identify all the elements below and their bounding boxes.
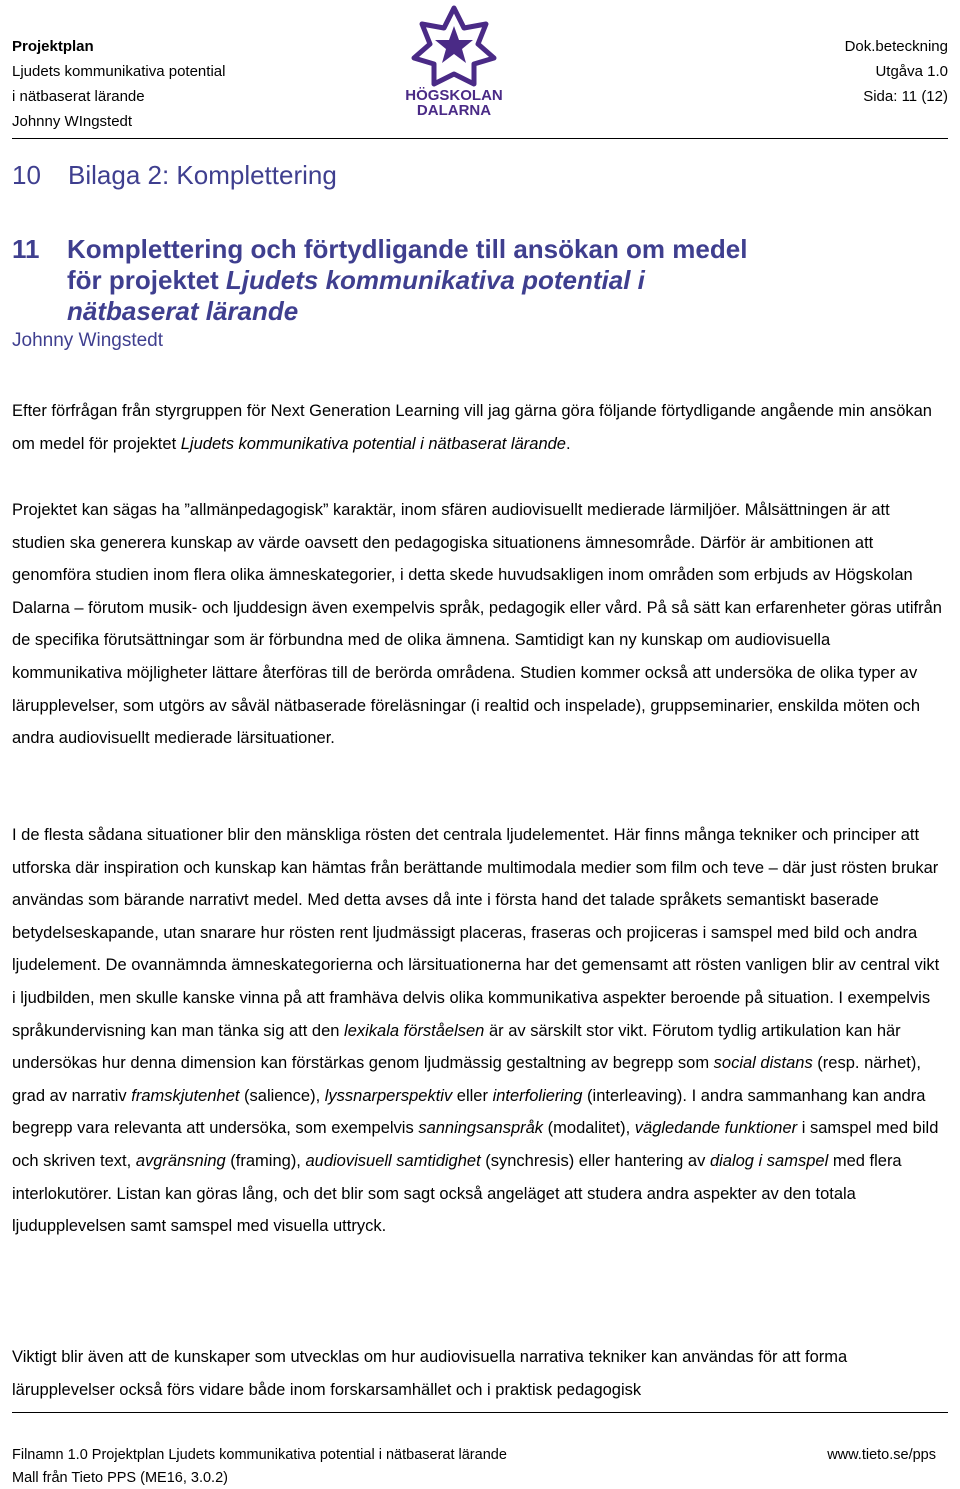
- p3-term-4: lyssnarperspektiv: [324, 1086, 453, 1105]
- p3-term-9: audiovisuell samtidighet: [305, 1151, 481, 1170]
- p1-end: .: [565, 434, 571, 453]
- heading-11: [12, 234, 867, 327]
- p3-text-4: (salience),: [239, 1086, 325, 1105]
- p3-text-8: i samspel med bild och skriven text,: [12, 1119, 939, 1170]
- doc-designation-label: Dok.beteckning: [844, 38, 948, 55]
- paragraph-3: [12, 819, 942, 1243]
- p3-term-1: lexikala förståelsen: [344, 1021, 485, 1040]
- p3-text-2: är av särskilt stor vikt. Förutom tydlig artikulation kan här undersökas hur denna dimension kan förstärkas genom ljudmässig gestaltning av begrepp som: [12, 1021, 901, 1073]
- p3-term-10: dialog i samspel: [709, 1151, 829, 1170]
- paragraph-4: Viktigt blir även att de kunskaper som utvecklas om hur audiovisuella narrativa tekniker kan användas för att forma lärupplevelser också förs vidare både inom forskarsamhället och i praktisk pedagogisk: [12, 1348, 848, 1399]
- p1-text: Efter förfrågan från styrgruppen för Next Generation Learning vill jag gärna göra följande förtydligande angående min ansökan om medel för projektet: [12, 402, 932, 453]
- p3-term-5: interfoliering: [492, 1086, 583, 1105]
- p3-text-9: (framing),: [225, 1151, 306, 1170]
- p3-text-7: (modalitet),: [543, 1119, 635, 1138]
- header-right: [845, 34, 948, 109]
- p3-text-6: (interleaving). I andra sammanhang kan andra begrepp vara relevanta att undersöka, som exempelvis: [12, 1086, 926, 1138]
- p1-project-name: Ljudets kommunikativa potential i nätbaserat lärande: [180, 434, 566, 453]
- footer-filename: Filnamn 1.0 Projektplan Ljudets kommunikativa potential i nätbaserat lärande: [12, 1447, 507, 1463]
- p3-text-10: (synchresis) eller hantering av: [480, 1151, 710, 1170]
- logo-text-1: HÖGSKOLAN: [405, 87, 503, 104]
- doc-author: Johnny WIngstedt: [12, 113, 133, 130]
- heading-10: [12, 160, 337, 191]
- p3-term-2: social distans: [713, 1054, 813, 1073]
- logo-text-2: DALARNA: [416, 102, 492, 119]
- heading-10-number: 10: [12, 160, 41, 190]
- heading-11-line1: Komplettering och förtydligande till ansökan om medel: [67, 234, 748, 264]
- heading-11-line3: nätbaserat lärande: [67, 296, 299, 326]
- paragraph-2: Projektet kan sägas ha ”allmänpedagogisk” karaktär, inom sfären audiovisuellt medierade lärmiljöer. Målsättningen är att studien ska generera kunskap av värde oavsett den pedagogiska situationens ämnesområde. Därför är ambitionen att genomföra studien inom flera olika ämneskategorier, i detta skede huvudsakligen inom områden som erbjuds av Högskolan Dalarna – förutom musik- och ljuddesign även exempelvis språk, pedagogik eller vård. På så sätt kan erfarenheter göras utifrån de specifika förutsättningar som är förbundna med de olika ämnena. Samtidigt kan ny kunskap om audiovisuella kommunikativa möjligheter lättare återföras till de berörda områdena. Studien kommer också att undersöka de olika typer av lärupplevelser, som utgörs av såväl nätbaserade föreläsningar (i realtid och inspelade), gruppseminarier, enskilda möten och andra audiovisuellt medierade lärsituationer.: [12, 501, 942, 748]
- page-number: Sida: 11 (12): [863, 88, 948, 105]
- author-name: Johnny Wingstedt: [12, 330, 164, 351]
- doc-subtitle-line2: i nätbaserat lärande: [12, 88, 145, 105]
- paragraph-1: [12, 395, 942, 460]
- p3-text-3: (resp. närhet), grad av narrativ: [12, 1054, 921, 1105]
- p3-text-5: eller: [452, 1086, 493, 1105]
- heading-11-line2: [67, 265, 867, 296]
- p3-term-7: vägledande funktioner: [634, 1119, 798, 1138]
- doc-title: Projektplan: [12, 38, 94, 55]
- footer-website: www.tieto.se/pps: [827, 1447, 936, 1463]
- heading-11-line2-italic: Ljudets kommunikativa potential i: [225, 265, 645, 295]
- p3-text-11: med flera interlokutörer. Listan kan göras lång, och det blir som sagt också angeläget att studera andra aspekter av den totala ljudupplevelsen samt samspel med visuella uttryck.: [12, 1151, 902, 1236]
- header-left: [12, 34, 225, 134]
- doc-version: Utgåva 1.0: [875, 63, 948, 80]
- header-divider: [12, 138, 948, 139]
- hogskolan-dalarna-logo: [398, 2, 510, 120]
- doc-subtitle-line1: Ljudets kommunikativa potential: [12, 63, 226, 80]
- p3-text-1: I de flesta sådana situationer blir den mänskliga rösten det centrala ljudelementet. Här finns många tekniker och principer att utforska där inspiration och kunskap kan hämtas från berättande multimodala medier som film och teve – där just rösten brukar användas som bärande narrativt medel. Med detta avses då inte i första hand det talade språkets semantiskt baserade betydelseskapande, utan snarare hur rösten rent ljudmässigt placeras, fraseras och projiceras i samspel med bild och andra ljudelement. De ovannämnda ämneskategorierna och lärsituationerna har det gemensamt att rösten vanligen blir av central vikt i ljudbilden, men skulle kanske vinna på att framhäva delvis olika kommunikativa aspekter beroende på situation. I exempelvis språkundervisning kan man tänka sig att den: [12, 826, 940, 1040]
- p3-term-6: sanningsanspråk: [418, 1119, 544, 1138]
- p3-term-3: framskjutenhet: [131, 1086, 240, 1105]
- heading-11-line2-plain: för projektet: [67, 265, 226, 295]
- heading-10-text: Bilaga 2: Komplettering: [68, 160, 337, 190]
- footer-divider: [12, 1412, 948, 1413]
- p3-term-8: avgränsning: [135, 1151, 226, 1170]
- footer-template: Mall från Tieto PPS (ME16, 3.0.2): [12, 1470, 228, 1486]
- heading-11-number: 11: [12, 234, 40, 264]
